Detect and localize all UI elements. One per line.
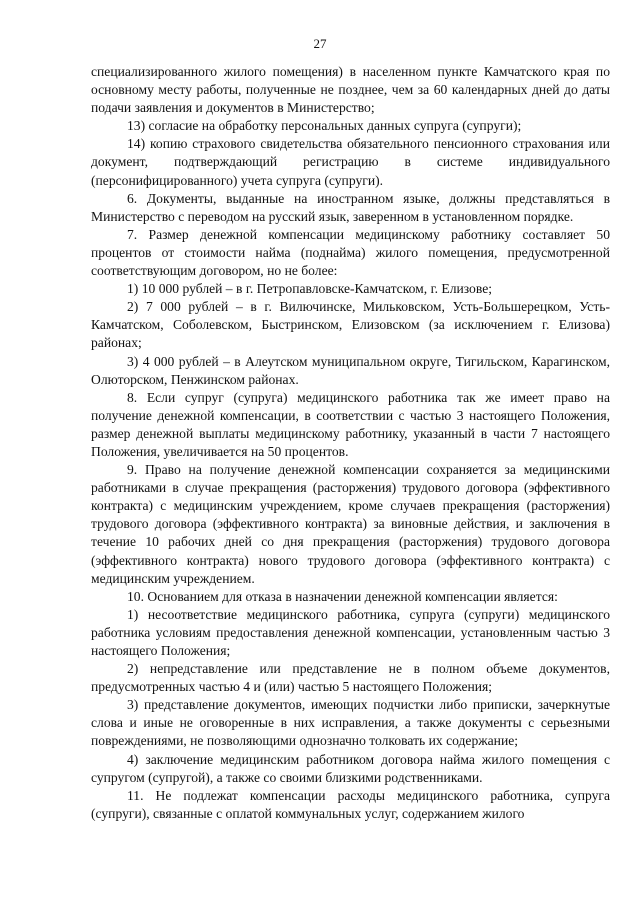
paragraph-section-8: 8. Если супруг (супруга) медицинского работника так же имеет право на получение денежной компенсации, в соответствии с частью 3 настоящего Положения, размер денежной выплаты медицинскому работнику, указанный в части 7 настоящего Положения, увеличивается на 50 процентов. — [91, 389, 610, 459]
paragraph-section-10: 10. Основанием для отказа в назначении денежной компенсации является: — [127, 588, 558, 604]
paragraph-section-7-item-2: 2) 7 000 рублей – в г. Вилючинске, Мильковском, Усть-Большерецком, Усть-Камчатском, Соболевском, Быстринском, Елизовском (за исключением г. Елизова) районах; — [91, 299, 610, 351]
paragraph-section-10-item-1: 1) несоответствие медицинского работника, супруга (супруги) медицинского работника условиям предоставления денежной компенсации, установленным частью 3 настоящего Положения; — [91, 606, 610, 658]
paragraph-section-7: 7. Размер денежной компенсации медицинскому работнику составляет 50 процентов от стоимости найма (поднайма) жилого помещения, предусмотренной соответствующим договором, но не более: — [91, 226, 610, 279]
page-number: 27 — [313, 36, 327, 51]
paragraph-continuation: специализированного жилого помещения) в населенном пункте Камчатского края по основному месту работы, полученные не позднее, чем за 60 календарных дней до даты подачи заявления и документов в Министерство; — [91, 64, 610, 116]
paragraph-section-10-item-2: 2) непредставление или представление не в полном объеме документов, предусмотренных частью 4 и (или) частью 5 настоящего Положения; — [91, 661, 610, 695]
paragraph-section-7-item-1: 1) 10 000 рублей – в г. Петропавловске-Камчатском, г. Елизове; — [127, 281, 493, 297]
paragraph-section-7-item-3: 3) 4 000 рублей – в Алеутском муниципальном округе, Тигильском, Карагинском, Олюторском, Пенжинском районах. — [91, 353, 610, 387]
paragraph-section-6: 6. Документы, выданные на иностранном языке, должны представляться в Министерство с переводом на русский язык, заверенном в установленном порядке. — [91, 190, 610, 224]
paragraph-section-9: 9. Право на получение денежной компенсации сохраняется за медицинскими работниками в случае прекращения (расторжения) трудового договора (эффективного контракта) с медицинским учреждением, кроме случаев прекращения (расторжения) трудового договора (эффективного контракта) за виновные действия, и заключения в течение 10 рабочих дней со дня прекращения (расторжения) трудового договора (эффективного контракта) нового трудового договора (эффективного контракта) с медицинским учреждением. — [91, 462, 610, 586]
paragraph-item-14: 14) копию страхового свидетельства обязательного пенсионного страхования или документ, подтверждающий регистрацию в системе индивидуального (персонифицированного) учета супруга (супруги). — [91, 136, 610, 188]
paragraph-section-11: 11. Не подлежат компенсации расходы медицинского работника, супруга (супруги), связанные с оплатой коммунальных услуг, содержанием жилого — [91, 787, 610, 821]
paragraph-section-10-item-3: 3) представление документов, имеющих подчистки либо приписки, зачеркнутые слова и иные не оговоренные в них исправления, а также документы с серьезными повреждениями, не позволяющими однозначно толковать их содержание; — [91, 697, 610, 749]
document-body — [91, 63, 610, 823]
paragraph-section-10-item-4: 4) заключение медицинским работником договора найма жилого помещения с супругом (супругой), а также со своими близкими родственниками. — [91, 751, 610, 785]
paragraph-item-13: 13) согласие на обработку персональных данных супруга (супруги); — [127, 118, 522, 134]
